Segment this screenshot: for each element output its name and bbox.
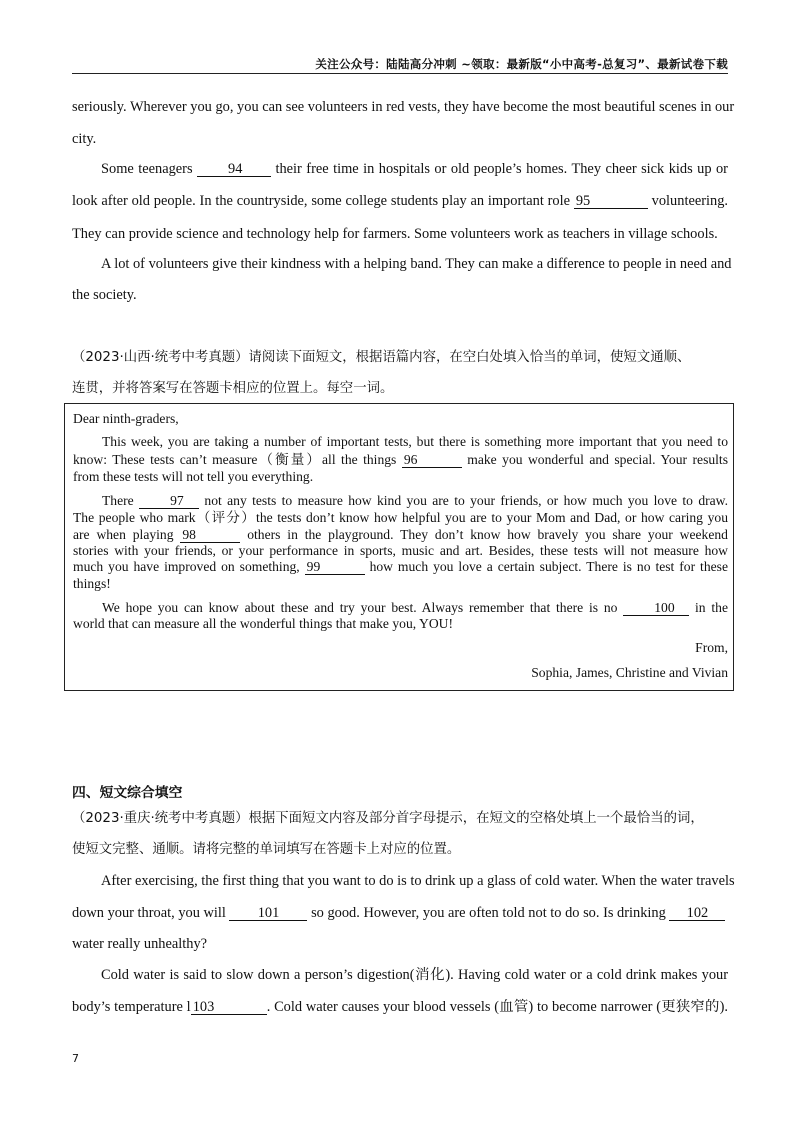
letter-greeting: Dear ninth-graders,	[73, 411, 179, 426]
text: their free time in hospitals or old people’s homes. They cheer sick kids up or	[271, 161, 728, 177]
passage1-line: city.	[72, 131, 97, 147]
question-intro: （2023·山西·统考中考真题）请阅读下面短文，根据语篇内容，在空白处填入恰当的单词，使短文通顺、	[72, 350, 691, 365]
letter-line: things!	[73, 576, 111, 591]
text: . Cold water causes your blood vessels (血管) to become narrower (更狭窄的).	[266, 999, 728, 1015]
passage1-line: the society.	[72, 287, 137, 303]
letter-line	[73, 559, 728, 575]
text: look after old people. In the countryside, some college students play an important role	[72, 193, 574, 209]
text: body’s temperature l	[72, 999, 191, 1015]
passage1-line: seriously. Wherever you go, you can see volunteers in red vests, they have become the most beautiful scenes in our	[72, 99, 735, 115]
letter-signers: Sophia, James, Christine and Vivian	[531, 665, 728, 680]
passage3-line: After exercising, the first thing that you want to do is to drink up a glass of cold water. When the water travels	[101, 873, 735, 889]
text: others in the playground. They don’t know how bravely you share your weekend	[240, 527, 728, 542]
passage1-line: They can provide science and technology help for farmers. Some volunteers work as teachers in village schools.	[72, 226, 718, 242]
text: We hope you can know about these and try your best. Always remember that there is no	[102, 600, 624, 615]
letter-line	[73, 452, 728, 468]
blank-102: 102	[669, 906, 725, 921]
letter-line: world that can measure all the wonderful things that make you, YOU!	[73, 616, 454, 631]
letter-line: stories with your friends, or your performance in sports, music and art. Besides, these tests will not measure how	[73, 543, 728, 558]
page-header	[72, 56, 728, 72]
blank-98: 98	[180, 528, 240, 543]
text: know: These tests can’t measure（衡量）all the things	[73, 452, 402, 467]
question-intro: 连贯，并将答案写在答题卡相应的位置上。每空一词。	[72, 381, 394, 396]
passage3-line	[72, 999, 728, 1015]
blank-94: 94	[197, 162, 271, 177]
header-rule	[72, 73, 728, 74]
blank-100: 100	[623, 601, 689, 616]
question-intro: 使短文完整、通顺。请将完整的单词填写在答题卡上对应的位置。	[72, 842, 461, 857]
text: down your throat, you will	[72, 905, 230, 921]
passage3-line: Cold water is said to slow down a person’s digestion(消化). Having cold water or a cold drink makes your	[101, 967, 728, 983]
section-title: 四、短文综合填空	[72, 785, 183, 801]
letter-box	[64, 403, 734, 691]
passage3-line	[72, 905, 728, 921]
text: Some teenagers	[101, 161, 198, 177]
passage1-line	[72, 161, 728, 177]
passage1-line: A lot of volunteers give their kindness with a helping band. They can make a difference to people in need and	[101, 256, 732, 272]
letter-line: from these tests will not tell you everything.	[73, 469, 314, 484]
text: so good. However, you are often told not to do so. Is drinking	[307, 905, 670, 921]
text: volunteering.	[647, 193, 728, 209]
text: make you wonderful and special. Your results	[461, 452, 728, 467]
question-intro: （2023·重庆·统考中考真题）根据下面短文内容及部分首字母提示，在短文的空格处填上一个最恰当的词，	[72, 811, 704, 826]
letter-line: This week, you are taking a number of important tests, but there is something more important that you need to	[102, 434, 728, 449]
text: are when playing	[73, 527, 181, 542]
text: There	[102, 493, 140, 508]
letter-line: The people who mark（评分）the tests don’t know how helpful you are to your Mom and Dad, or how caring you	[73, 510, 728, 525]
letter-line	[73, 600, 728, 616]
blank-103: 103	[191, 1000, 267, 1015]
letter-line	[73, 527, 728, 543]
letter-closing: From,	[695, 640, 728, 655]
text: much you have improved on something,	[73, 559, 305, 574]
blank-95: 95	[574, 194, 648, 209]
blank-96: 96	[402, 453, 462, 468]
text: how much you love a certain subject. There is no test for these	[364, 559, 728, 574]
blank-101: 101	[229, 906, 307, 921]
blank-99: 99	[305, 560, 365, 575]
letter-line	[73, 493, 728, 509]
page-number: 7	[72, 1052, 79, 1065]
passage3-line: water really unhealthy?	[72, 936, 208, 952]
passage1-line	[72, 193, 728, 209]
text: not any tests to measure how kind you are to your friends, or how much you love to draw.	[199, 493, 729, 508]
text: in the	[689, 600, 728, 615]
blank-97: 97	[139, 494, 199, 509]
header-text: 关注公众号：陆陆高分冲刺 ~领取：最新版“小中高考-总复习”、最新试卷下载	[315, 57, 728, 71]
